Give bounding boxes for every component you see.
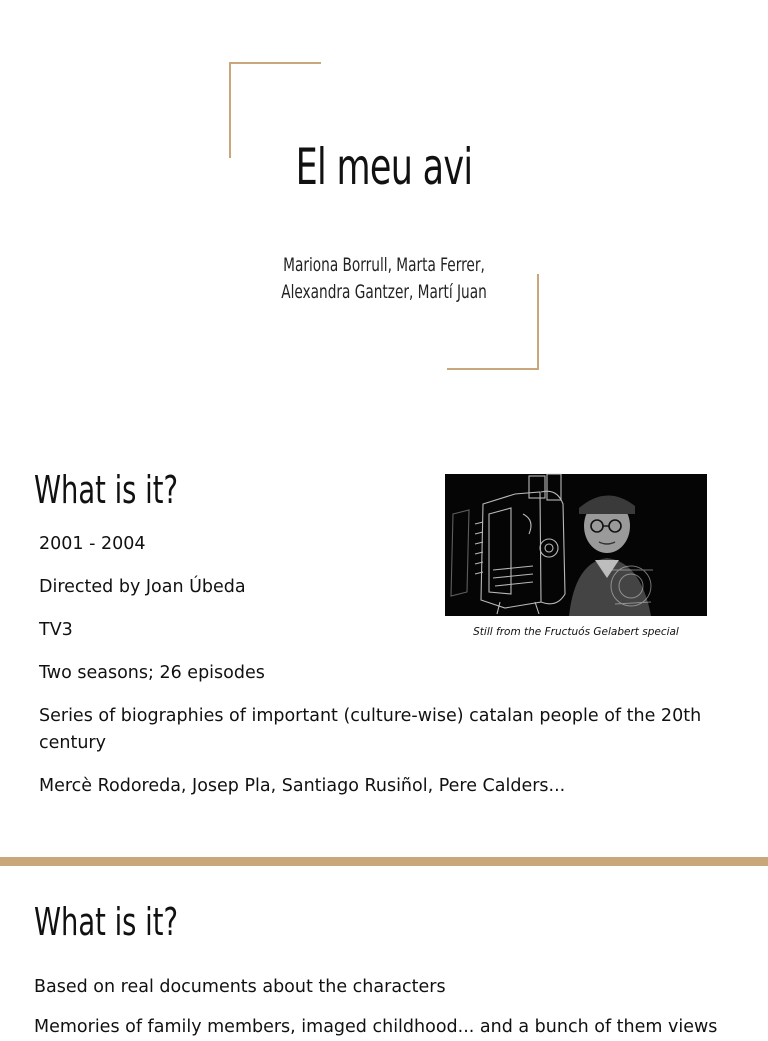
authors (108, 252, 661, 306)
bullet-examples: Mercè Rodoreda, Josep Pla, Santiago Rusiñol, Pere Calders... (39, 776, 566, 796)
bullet-description: Series of biographies of important (culture-wise) catalan people of the 20th century (39, 706, 702, 753)
bullet-director: Directed by Joan Úbeda (39, 577, 246, 597)
bullet-years: 2001 - 2004 (39, 534, 146, 554)
slide-heading: What is it? (34, 900, 178, 944)
authors-line-2: Alexandra Gantzer, Martí Juan (281, 281, 487, 303)
title-slide (0, 0, 768, 430)
slide-separator (0, 857, 768, 866)
image-caption: Still from the Fructuós Gelabert special (473, 626, 679, 638)
body-line-1: Based on real documents about the characters (34, 977, 446, 997)
what-is-it-slide-2 (0, 866, 768, 1037)
bullet-channel: TV3 (39, 620, 73, 640)
authors-line-1: Mariona Borrull, Marta Ferrer, (283, 254, 485, 276)
bullet-seasons: Two seasons; 26 episodes (39, 663, 265, 683)
body-line-2-partial: Memories of family members, imaged childhood... and a bunch of them views (34, 1017, 718, 1037)
slide-heading: What is it? (34, 468, 178, 512)
film-still-image (445, 474, 707, 616)
what-is-it-slide (0, 430, 768, 857)
film-still-illustration (445, 474, 707, 616)
deck-title: El meu avi (295, 138, 473, 196)
